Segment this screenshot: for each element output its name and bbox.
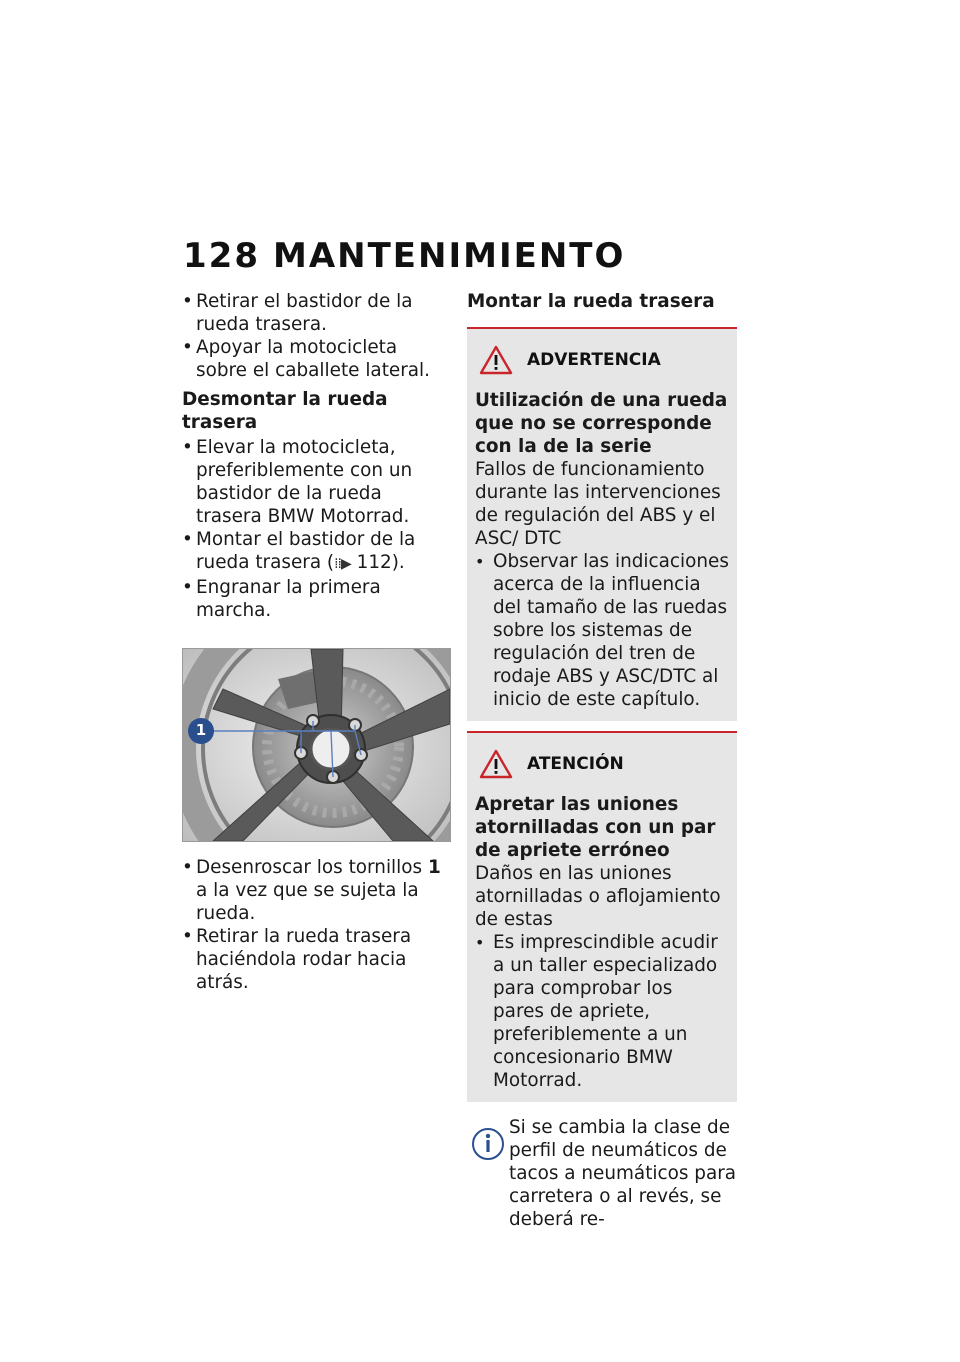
page-number: 128 (183, 236, 260, 276)
list-item: • Apoyar la motocicleta sobre el caballete lateral. (182, 336, 450, 382)
warning-header (475, 345, 729, 375)
caution-box (467, 731, 737, 1102)
left-column (182, 290, 450, 994)
list-item: • Elevar la motocicleta, preferiblemente con un bastidor de la rueda trasera BMW Motorrad. (182, 436, 450, 528)
figure-callout-number: 1 (195, 721, 207, 739)
list-item: • Engranar la primera marcha. (182, 576, 450, 622)
caution-header (475, 749, 729, 779)
info-text: Si se cambia la clase de perfil de neumáticos de tacos a neumáticos para carretera o al revés, se deberá re- (509, 1117, 737, 1230)
caution-title: Apretar las uniones atornilladas con un par de apriete erróneo (475, 794, 716, 861)
warning-label: ADVERTENCIA (527, 350, 661, 370)
warning-title: Utilización de una rueda que no se corresponde con la de la serie (475, 390, 728, 457)
section-heading: Montar la rueda trasera (467, 291, 715, 312)
warning-bullet: • Observar las indicaciones acerca de la influencia del tamaño de las ruedas sobre los sistemas de regulación del tren de rodaje ABS y ASC/DTC al inicio de este capítulo. (475, 550, 729, 711)
warning-box (467, 327, 737, 721)
info-icon (471, 1122, 505, 1168)
warning-triangle-icon (479, 345, 513, 375)
page-header (183, 236, 625, 276)
list-item: • Retirar la rueda trasera haciéndola rodar hacia atrás. (182, 925, 450, 994)
list-item: • Desenroscar los tornillos 1 a la vez que se sujeta la rueda. (182, 856, 450, 925)
right-column (467, 290, 737, 1231)
section-heading: Desmontar la rueda trasera (182, 389, 388, 433)
caution-label: ATENCIÓN (527, 754, 624, 774)
rear-wheel-illustration (183, 649, 450, 841)
page-title: MANTENIMIENTO (273, 236, 626, 276)
page-reference-icon: ⁞⁞▶ (334, 556, 351, 572)
warning-body: Fallos de funcionamiento durante las intervenciones de regulación del ABS y el ASC/ DTC (475, 459, 721, 549)
list-item: • Montar el bastidor de la rueda trasera (⁞⁞▶ 112). (182, 528, 450, 576)
caution-triangle-icon (479, 749, 513, 779)
list-item: • Retirar el bastidor de la rueda trasera. (182, 290, 450, 336)
info-note (467, 1116, 737, 1231)
caution-body: Daños en las uniones atornilladas o aflojamiento de estas (475, 863, 721, 930)
wheel-figure (182, 648, 451, 842)
caution-bullet: • Es imprescindible acudir a un taller especializado para comprobar los pares de apriete, preferiblemente a un concesionario BMW Motorrad. (475, 931, 729, 1092)
